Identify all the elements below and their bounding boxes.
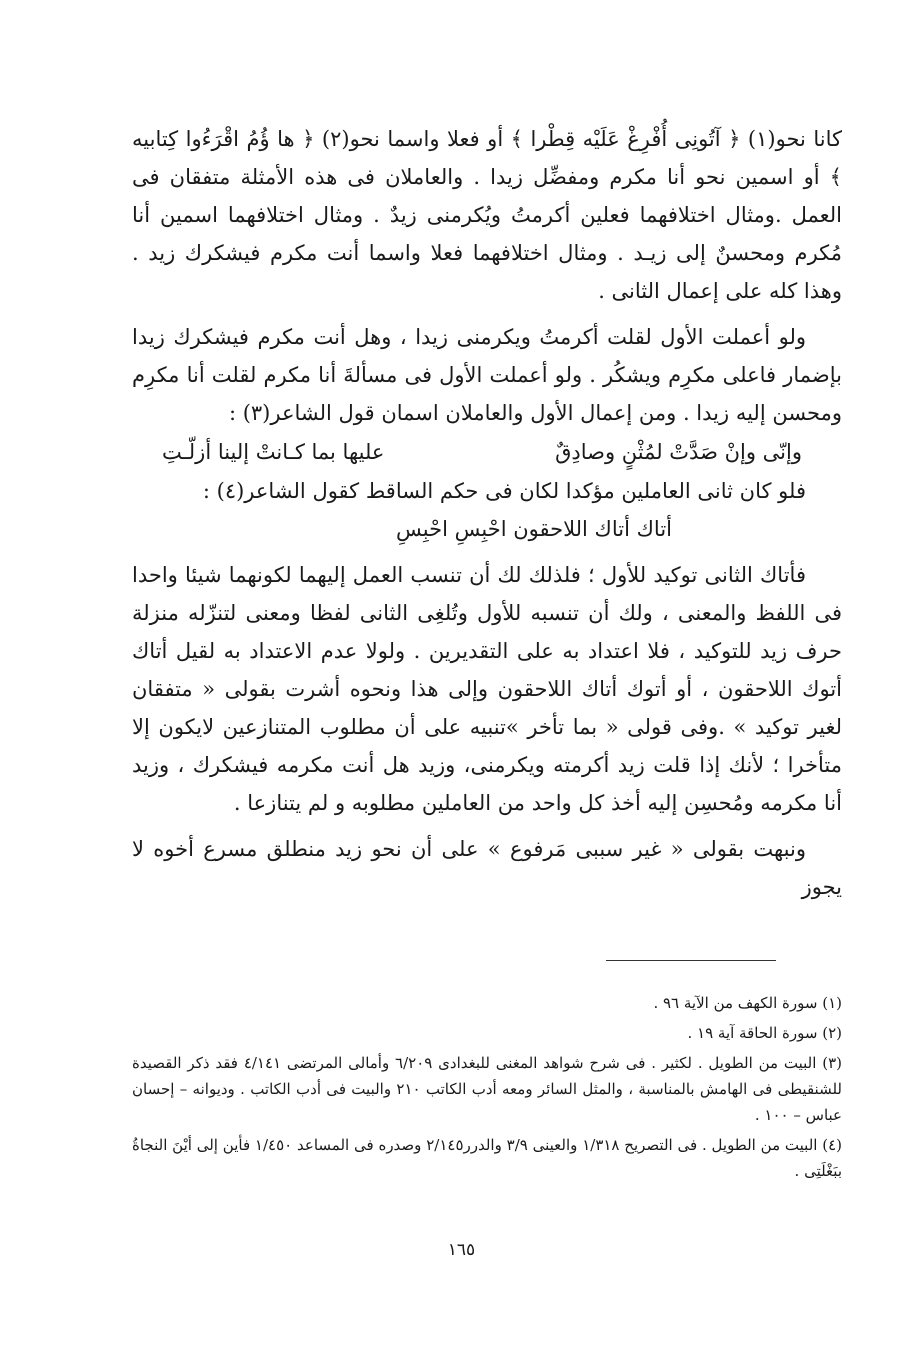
footnote-1: (١) سورة الكهف من الآية ٩٦ .: [653, 994, 842, 1012]
main-text: [132, 120, 842, 906]
footnote-2: (٢) سورة الحاقة آية ١٩ .: [687, 1024, 842, 1042]
verse-1-first-hemistich: وإنّى وإنْ صَدَّتْ لمُثْنٍ وصادِقٌ: [555, 440, 802, 464]
paragraph-4: فأتاك الثانى توكيد للأول ؛ فلذلك لك أن تنسب العمل إليهما لكونهما شيئا واحدا فى اللفظ والمعنى ، ولك أن تنسبه للأول وتُلغِى الثانى لفظا ومعنى لتنزّله منزلة حرف زيد للتوكيد ، فلا اعتداد به على التقديرين . ولولا عدم الاعتداد به لقيل أتاك أتوك اللاحقون ، أو أتوك أتاك اللاحقون وإلى هذا ونحوه أشرت بقولى « متفقان لغير توكيد » .وفى قولى « بما تأخر »تنبيه على أن مطلوب المتنازعين لايكون إلا متأخرا ؛ لأنك إذا قلت زيد أكرمته ويكرمنى، وزيد هل أنت مكرمه فيشكرك ، وزيد أنا مكرمه ومُحسِن إليه أخذ كل واحد من العاملين مطلوبه و لم يتنازعا .: [132, 563, 842, 815]
footnotes: [132, 990, 842, 1188]
paragraph-1: كانا نحو(١) ﴿ آتُونِى أُفْرِغْ عَلَيْه قِطْرا ﴾ أو فعلا واسما نحو(٢) ﴿ ها ؤُمُ اقْرَءُوا كِتابيه ﴾ أو اسمين نحو أنا مكرم ومفضِّل زيدا . والعاملان فى هذه الأمثلة متفقان فى العمل .ومثال اختلافهما فعلين أكرمتُ ويُكرمنى زيدٌ . ومثال اختلافهما اسمين أنا مُكرم ومحسنٌ إلى زيـد . ومثال اختلافهما فعلا واسما أنت مكرم فيشكرك زيد . وهذا كله على إعمال الثانى .: [132, 127, 842, 303]
paragraph-3: فلو كان ثانى العاملين مؤكدا لكان فى حكم الساقط كقول الشاعر(٤) :: [202, 479, 806, 503]
page-number: ١٦٥: [447, 1240, 476, 1260]
footnote-3: (٣) البيت من الطويل . لكثير . فى شرح شواهد المغنى للبغدادى ٦/٢٠٩ وأمالى المرتضى ٤/١٤١ فقد ذكر القصيدة للشنقيطى فى الهامش بالمناسبة ، والمثل السائر ومعه أدب الكاتب ٢١٠ والبيت فى أدب الكاتب . وديوانه – إحسان عباس – ١٠٠ .: [132, 1054, 842, 1124]
footnote-separator: [606, 960, 776, 961]
verse-1-second-hemistich: عليها بما كـانتْ إلينا أزلّـتِ: [162, 440, 385, 464]
verse-2: أتاك أتاك اللاحقون احْبِسِ احْبِسِ: [396, 517, 672, 541]
footnote-4: (٤) البيت من الطويل . فى التصريح ١/٣١٨ والعينى ٣/٩ والدرر٢/١٤٥ وصدره فى المساعد ١/٤٥٠ فأين إلى أيْنَ النجاةُ ببَغْلَتِى .: [132, 1136, 842, 1180]
paragraph-2: ولو أعملت الأول لقلت أكرمتُ ويكرمنى زيدا ، وهل أنت مكرم فيشكرك زيدا بإضمار فاعلى مكرِم ويشكُر . ولو أعملت الأول فى مسألةَ أنا مكرم لقلت أنا مكرِم ومحسن إليه زيدا . ومن إعمال الأول والعاملان اسمان قول الشاعر(٣) :: [132, 325, 842, 425]
paragraph-5: ونبهت بقولى « غير سببى مَرفوع » على أن نحو زيد منطلق مسرع أخوه لا يجوز: [132, 837, 842, 899]
verse-1: [132, 432, 842, 472]
